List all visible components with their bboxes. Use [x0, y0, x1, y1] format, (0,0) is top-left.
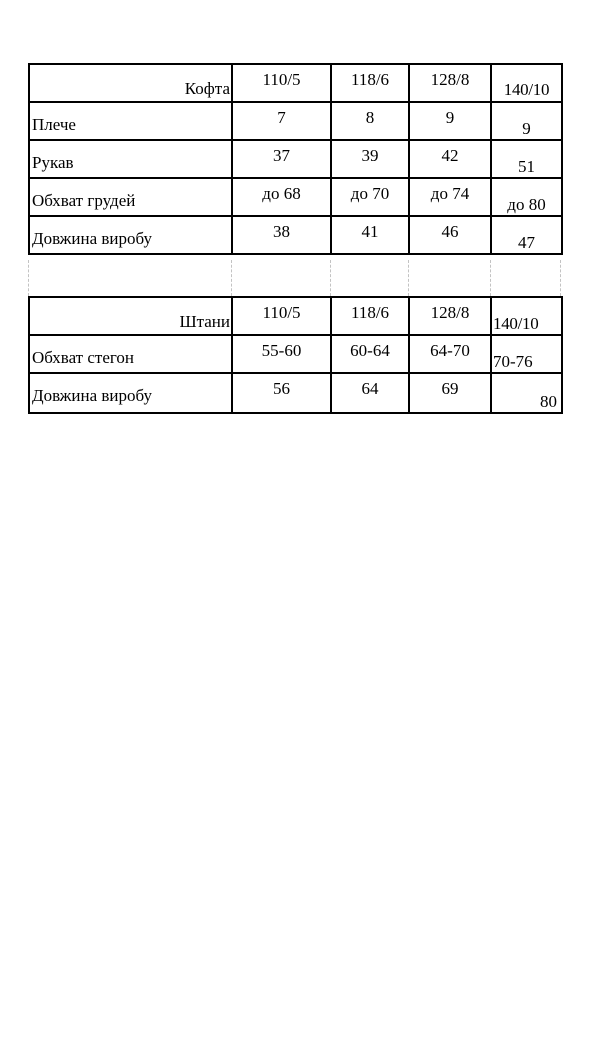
size-header-cell[interactable]	[491, 64, 562, 102]
gridline-vertical	[330, 260, 331, 296]
gridline-vertical	[560, 260, 561, 296]
measurement-value-cell[interactable]	[491, 373, 562, 413]
size-label: 140/10	[503, 80, 550, 99]
size-header-cell[interactable]	[331, 64, 409, 102]
measurement-value: 64-70	[430, 341, 470, 360]
measurement-value-cell[interactable]	[232, 178, 331, 216]
size-label: 128/8	[430, 303, 470, 322]
measurement-value: 9	[445, 108, 455, 127]
measurement-value-cell[interactable]	[232, 373, 331, 413]
measurement-label-cell[interactable]	[29, 102, 232, 140]
measurement-value: 37	[273, 146, 290, 165]
measurement-label: Довжина виробу	[32, 386, 152, 405]
measurement-value-cell[interactable]	[232, 102, 331, 140]
table-row	[29, 373, 562, 413]
size-label: 110/5	[262, 70, 301, 89]
gridline-vertical	[231, 260, 232, 296]
measurement-label: Рукав	[32, 153, 74, 172]
size-header-cell[interactable]	[232, 64, 331, 102]
gridline-vertical	[28, 260, 29, 296]
measurement-value-cell[interactable]	[331, 140, 409, 178]
product-name-label: Штани	[179, 312, 230, 331]
measurement-value-cell[interactable]	[491, 216, 562, 254]
measurement-label-cell[interactable]	[29, 216, 232, 254]
measurement-value-cell[interactable]	[409, 102, 491, 140]
measurement-value: до 68	[262, 184, 301, 203]
measurement-value-cell[interactable]	[491, 335, 562, 373]
measurement-value-cell[interactable]	[331, 102, 409, 140]
measurement-value: 51	[518, 157, 535, 176]
gridline-vertical	[408, 260, 409, 296]
size-table-kofta	[28, 63, 563, 255]
measurement-value: до 80	[507, 195, 546, 214]
measurement-value-cell[interactable]	[491, 140, 562, 178]
measurement-value-cell[interactable]	[232, 140, 331, 178]
size-header-cell[interactable]	[409, 64, 491, 102]
measurement-label: Плече	[32, 115, 76, 134]
empty-grid-row	[28, 260, 561, 296]
measurement-value: 69	[441, 379, 459, 398]
measurement-label-cell[interactable]	[29, 335, 232, 373]
measurement-value-cell[interactable]	[409, 140, 491, 178]
measurement-value: 42	[441, 146, 459, 165]
size-table-shtani	[28, 296, 563, 414]
measurement-label-cell[interactable]	[29, 140, 232, 178]
gridline-vertical	[490, 260, 491, 296]
measurement-label-cell[interactable]	[29, 373, 232, 413]
measurement-value-cell[interactable]	[491, 178, 562, 216]
measurement-value-cell[interactable]	[232, 335, 331, 373]
table-header-row	[29, 64, 562, 102]
measurement-value: 56	[273, 379, 290, 398]
table-header-row	[29, 297, 562, 335]
measurement-value: 9	[522, 119, 531, 138]
measurement-value: 70-76	[493, 352, 533, 371]
measurement-label: Обхват грудей	[32, 191, 136, 210]
table-row	[29, 102, 562, 140]
measurement-value-cell[interactable]	[331, 178, 409, 216]
measurement-value: 7	[277, 108, 286, 127]
table-row	[29, 178, 562, 216]
table-row	[29, 140, 562, 178]
table-row	[29, 216, 562, 254]
measurement-value: до 70	[350, 184, 390, 203]
measurement-value: 47	[518, 233, 535, 252]
measurement-label-cell[interactable]	[29, 178, 232, 216]
measurement-value-cell[interactable]	[491, 102, 562, 140]
measurement-value-cell[interactable]	[331, 216, 409, 254]
product-name-label: Кофта	[184, 79, 230, 98]
measurement-value-cell[interactable]	[409, 373, 491, 413]
measurement-label: Обхват стегон	[32, 348, 135, 367]
product-name-cell[interactable]	[29, 297, 232, 335]
measurement-value: 60-64	[350, 341, 390, 360]
measurement-label: Довжина виробу	[32, 229, 152, 248]
measurement-value: до 74	[430, 184, 470, 203]
measurement-value: 46	[441, 222, 459, 241]
table-row	[29, 335, 562, 373]
size-label: 110/5	[262, 303, 301, 322]
measurement-value-cell[interactable]	[409, 335, 491, 373]
size-label: 118/6	[350, 70, 390, 89]
measurement-value-cell[interactable]	[232, 216, 331, 254]
measurement-value: 39	[361, 146, 379, 165]
measurement-value-cell[interactable]	[409, 216, 491, 254]
product-name-cell[interactable]	[29, 64, 232, 102]
size-label: 140/10	[493, 314, 539, 333]
measurement-value-cell[interactable]	[409, 178, 491, 216]
measurement-value: 64	[361, 379, 379, 398]
size-header-cell[interactable]	[232, 297, 331, 335]
measurement-value-cell[interactable]	[331, 373, 409, 413]
measurement-value: 8	[365, 108, 375, 127]
size-header-cell[interactable]	[409, 297, 491, 335]
size-header-cell[interactable]	[491, 297, 562, 335]
measurement-value: 38	[273, 222, 290, 241]
size-label: 118/6	[350, 303, 390, 322]
size-label: 128/8	[430, 70, 470, 89]
measurement-value: 41	[361, 222, 379, 241]
measurement-value: 55-60	[261, 341, 302, 360]
size-header-cell[interactable]	[331, 297, 409, 335]
measurement-value-cell[interactable]	[331, 335, 409, 373]
measurement-value: 80	[540, 392, 557, 411]
